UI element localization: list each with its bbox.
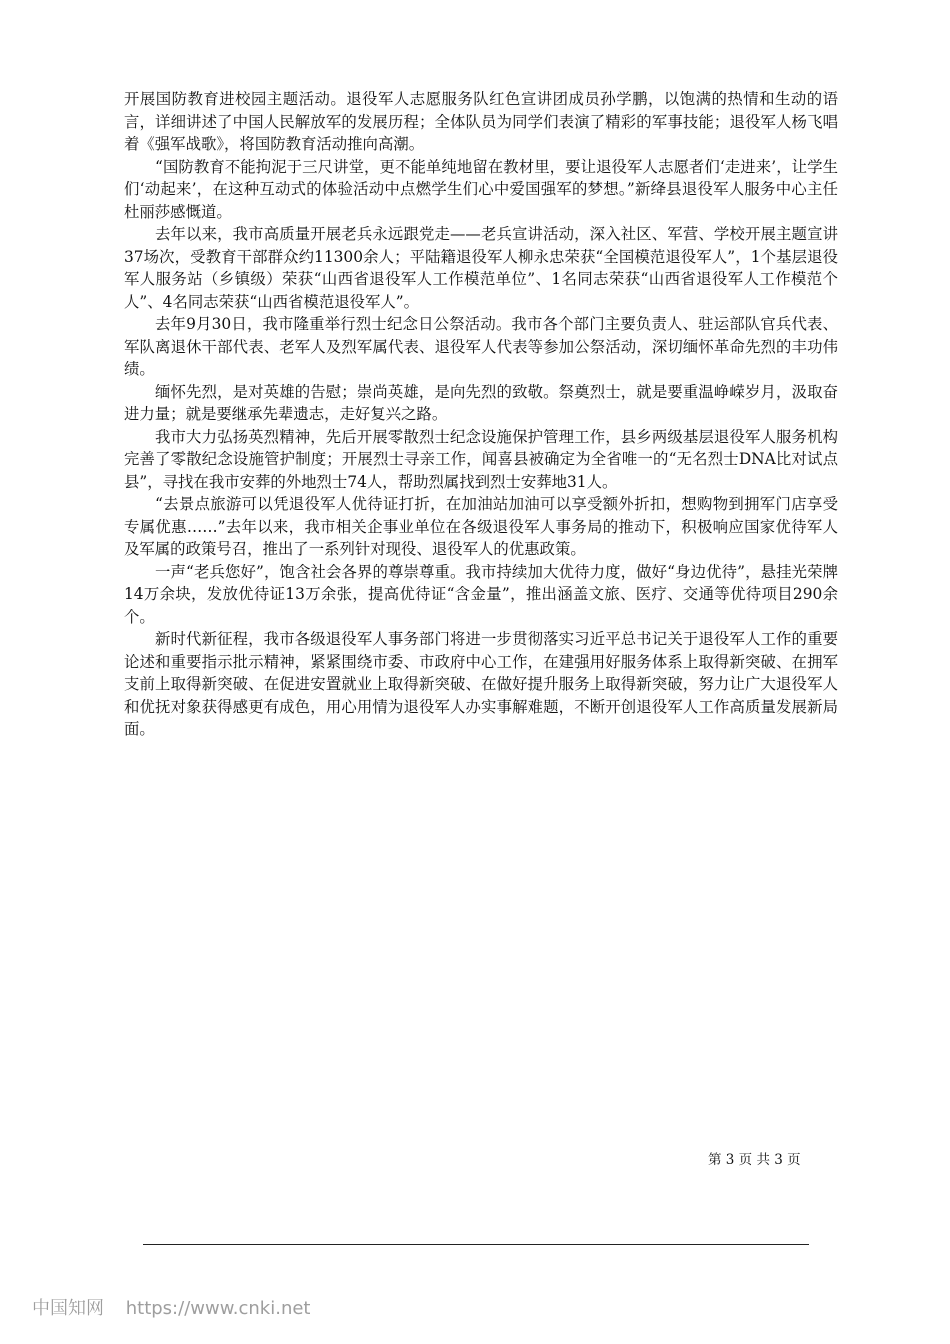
- paragraph-1: 开展国防教育进校园主题活动。退役军人志愿服务队红色宣讲团成员孙学鹏，以饱满的热情和生动的语言，详细讲述了中国人民解放军的发展历程；全体队员为同学们表演了精彩的军事技能；退役军人杨飞唱着《强军战歌》，将国防教育活动推向高潮。: [124, 90, 838, 153]
- cnki-watermark: [32, 1294, 310, 1320]
- paragraph-6: 我市大力弘扬英烈精神，先后开展零散烈士纪念设施保护管理工作，县乡两级基层退役军人服务机构完善了零散纪念设施管护制度；开展烈士寻亲工作，闻喜县被确定为全省唯一的“无名烈士DNA比对试点县”，寻找在我市安葬的外地烈士74人，帮助烈属找到烈士安葬地31人。: [124, 427, 838, 491]
- watermark-url: https://www.cnki.net: [125, 1298, 311, 1319]
- paragraph-5: 缅怀先烈，是对英雄的告慰；崇尚英雄，是向先烈的致敬。祭奠烈士，就是要重温峥嵘岁月，汲取奋进力量；就是要继承先辈遗志，走好复兴之路。: [124, 382, 838, 423]
- paragraph-9: 新时代新征程，我市各级退役军人事务部门将进一步贯彻落实习近平总书记关于退役军人工作的重要论述和重要指示批示精神，紧紧围绕市委、市政府中心工作，在建强用好服务体系上取得新突破、在拥军支前上取得新突破、在促进安置就业上取得新突破、在做好提升服务上取得新突破，努力让广大退役军人和优抚对象获得感更有成色，用心用情为退役军人办实事解难题，不断开创退役军人工作高质量发展新局面。: [124, 630, 838, 738]
- paragraph-4: 去年9月30日，我市隆重举行烈士纪念日公祭活动。我市各个部门主要负责人、驻运部队官兵代表、军队离退休干部代表、老军人及烈军属代表、退役军人代表等参加公祭活动，深切缅怀革命先烈的丰功伟绩。: [124, 315, 838, 378]
- paragraph-2: “国防教育不能拘泥于三尺讲堂，更不能单纯地留在教材里，要让退役军人志愿者们‘走进来’，让学生们‘动起来’，在这种互动式的体验活动中点燃学生们心中爱国强军的梦想。”新绛县退役军人服务中心主任杜丽莎感慨道。: [124, 157, 838, 221]
- paragraph-7: “去景点旅游可以凭退役军人优待证打折，在加油站加油可以享受额外折扣，想购物到拥军门店享受专属优惠……”去年以来，我市相关企事业单位在各级退役军人事务局的推动下，积极响应国家优待军人及军属的政策号召，推出了一系列针对现役、退役军人的优惠政策。: [124, 495, 838, 558]
- footer-divider: [143, 1244, 809, 1245]
- watermark-brand: 中国知网: [32, 1298, 104, 1319]
- article-body: [124, 88, 838, 741]
- page-number: 第 3 页 共 3 页: [708, 1152, 801, 1168]
- paragraph-3: 去年以来，我市高质量开展老兵永远跟党走——老兵宣讲活动，深入社区、军营、学校开展主题宣讲37场次，受教育干部群众约11300余人；平陆籍退役军人柳永忠荣获“全国模范退役军人”，1个基层退役军人服务站（乡镇级）荣获“山西省退役军人工作模范单位”、1名同志荣获“山西省退役军人工作模范个人”、4名同志荣获“山西省模范退役军人”。: [124, 225, 838, 311]
- paragraph-8: 一声“老兵您好”，饱含社会各界的尊崇尊重。我市持续加大优待力度，做好“身边优待”，悬挂光荣牌14万余块，发放优待证13万余张，提高优待证“含金量”，推出涵盖文旅、医疗、交通等优待项目290余个。: [124, 562, 838, 626]
